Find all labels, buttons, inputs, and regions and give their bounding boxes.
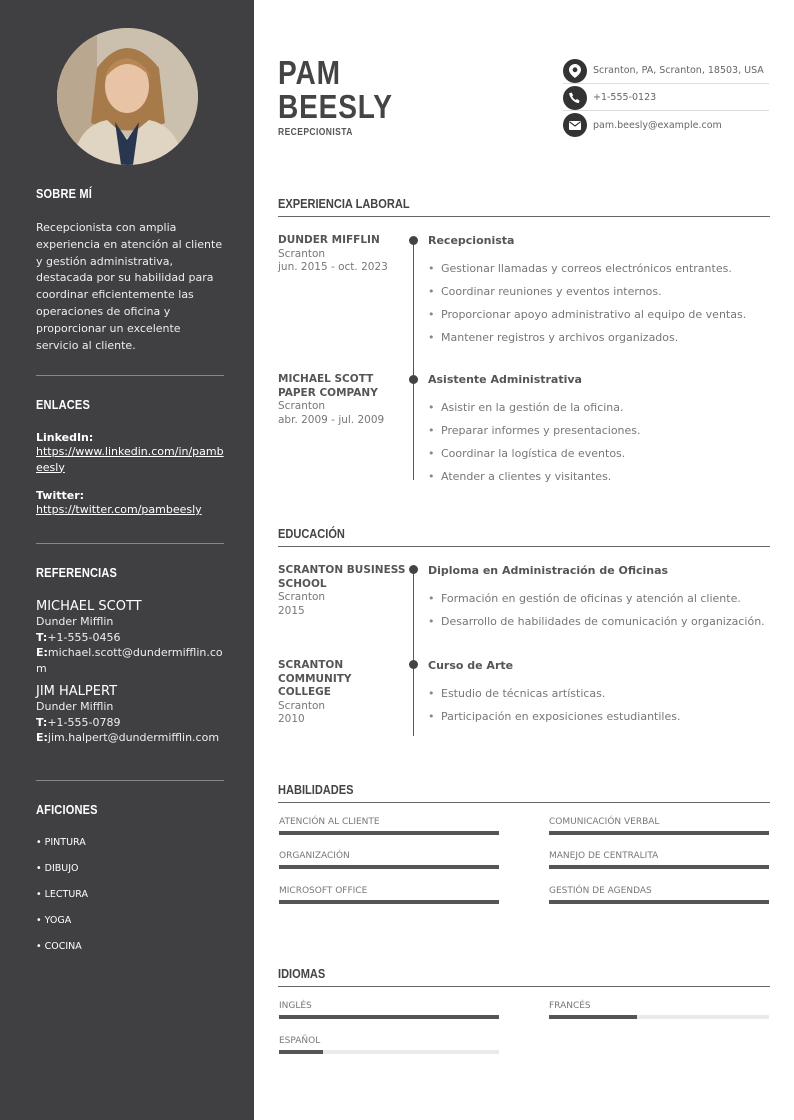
section-rule xyxy=(278,216,770,217)
hobbies-title: AFICIONES xyxy=(36,802,98,817)
envelope-icon xyxy=(563,113,587,137)
education-detail: Diploma en Administración de Oficinas • Formación en gestión de oficinas y atención al cliente. • Desarrollo de habilidades de comunicación y organización. xyxy=(428,564,773,633)
list-item: • Atender a clientes y visitantes. xyxy=(428,465,773,488)
reference-name: MICHAEL SCOTT xyxy=(36,599,142,614)
skill-level-bar xyxy=(549,831,769,835)
language-level-bar xyxy=(279,1050,323,1054)
skill-level-bar xyxy=(279,900,499,904)
references-title: REFERENCIAS xyxy=(36,565,118,580)
hobby-item: • YOGA xyxy=(36,915,72,926)
location-pin-icon xyxy=(563,59,587,83)
skill-level-bar xyxy=(279,865,499,869)
experience-detail: Asistente Administrativa • Asistir en la gestión de la oficina. • Preparar informes y presentaciones. • Coordinar la logística de eventos. • Atender a clientes y visitantes. xyxy=(428,373,773,488)
list-item: • Participación en exposiciones estudiantiles. xyxy=(428,705,773,728)
list-item: • Estudio de técnicas artísticas. xyxy=(428,682,773,705)
reference-phone: T:+1-555-0456 xyxy=(36,630,121,644)
list-item: • Desarrollo de habilidades de comunicación y organización. xyxy=(428,610,773,633)
reference-name: JIM HALPERT xyxy=(36,684,118,699)
list-item: • Asistir en la gestión de la oficina. xyxy=(428,396,773,419)
timeline-dot xyxy=(409,236,418,245)
timeline-dot xyxy=(409,375,418,384)
language-level-bar xyxy=(279,1015,499,1019)
experience-meta: MICHAEL SCOTT PAPER COMPANY Scranton abr. 2009 - jul. 2009 xyxy=(278,373,385,426)
divider xyxy=(36,375,224,376)
timeline-line xyxy=(413,240,414,480)
experience-meta: DUNDER MIFFLIN Scranton jun. 2015 - oct. 2023 xyxy=(278,234,388,273)
list-item: • Coordinar reuniones y eventos internos. xyxy=(428,280,773,303)
language-item: FRANCÉS xyxy=(549,1001,769,1019)
timeline-line xyxy=(413,568,414,736)
language-item: INGLÉS xyxy=(279,1001,499,1019)
linkedin-label: LinkedIn: xyxy=(36,431,94,444)
timeline-dot xyxy=(409,660,418,669)
education-detail: Curso de Arte • Estudio de técnicas artísticas. • Participación en exposiciones estudiantiles. xyxy=(428,659,773,728)
reference-email: E:jim.halpert@dundermifflin.com xyxy=(36,731,220,744)
divider xyxy=(36,780,224,781)
timeline-dot xyxy=(409,565,418,574)
list-item: • Gestionar llamadas y correos electrónicos entrantes. xyxy=(428,257,773,280)
languages-title: IDIOMAS xyxy=(278,966,326,981)
hobby-item: • PINTURA xyxy=(36,837,86,848)
education-meta: SCRANTON BUSINESS SCHOOL Scranton 2015 xyxy=(278,564,406,617)
language-level-bar xyxy=(549,1015,637,1019)
contact-address: Scranton, PA, Scranton, 18503, USA xyxy=(563,58,769,84)
twitter-label: Twitter: xyxy=(36,489,85,502)
links-title: ENLACES xyxy=(36,397,91,412)
list-item: • Proporcionar apoyo administrativo al equipo de ventas. xyxy=(428,303,773,326)
divider xyxy=(36,543,224,544)
language-item: ESPAÑOL xyxy=(279,1036,499,1054)
section-rule xyxy=(278,546,770,547)
skill-item: COMUNICACIÓN VERBAL xyxy=(549,817,769,835)
list-item: • Preparar informes y presentaciones. xyxy=(428,419,773,442)
about-text: Recepcionista con amplia experiencia en atención al cliente y gestión administrativa, destacada por su habilidad para coordinar eficientemente las operaciones de oficina y proporcionar un excelente servicio al cliente. xyxy=(36,221,223,352)
sidebar xyxy=(0,0,254,1120)
skill-item: MANEJO DE CENTRALITA xyxy=(549,851,769,869)
job-role: RECEPCIONISTA xyxy=(278,127,353,138)
education-title: EDUCACIÓN xyxy=(278,526,345,541)
hobby-item: • LECTURA xyxy=(36,889,89,900)
skill-level-bar xyxy=(549,900,769,904)
twitter-link[interactable]: https://twitter.com/pambeesly xyxy=(36,503,202,516)
contact-email: pam.beesly@example.com xyxy=(563,112,769,138)
skill-level-bar xyxy=(279,831,499,835)
list-item: • Formación en gestión de oficinas y atención al cliente. xyxy=(428,587,773,610)
skill-item: ATENCIÓN AL CLIENTE xyxy=(279,817,499,835)
skill-item: GESTIÓN DE AGENDAS xyxy=(549,886,769,904)
education-meta: SCRANTON COMMUNITY COLLEGE Scranton 2010 xyxy=(278,659,352,725)
section-rule xyxy=(278,802,770,803)
experience-title: EXPERIENCIA LABORAL xyxy=(278,196,410,211)
full-name: PAM BEESLY xyxy=(278,54,393,125)
list-item: • Coordinar la logística de eventos. xyxy=(428,442,773,465)
linkedin-link[interactable]: https://www.linkedin.com/in/pambeesly xyxy=(36,445,224,474)
section-rule xyxy=(278,986,770,987)
skill-item: ORGANIZACIÓN xyxy=(279,851,499,869)
about-title: SOBRE MÍ xyxy=(36,186,93,201)
phone-icon xyxy=(563,86,587,110)
skill-level-bar xyxy=(549,865,769,869)
experience-detail: Recepcionista • Gestionar llamadas y correos electrónicos entrantes. • Coordinar reuniones y eventos internos. • Proporcionar apoyo administrativo al equipo de ventas. • Mantener registros y archivos organizados. xyxy=(428,234,773,349)
reference-phone: T:+1-555-0789 xyxy=(36,715,121,729)
skills-title: HABILIDADES xyxy=(278,782,354,797)
list-item: • Mantener registros y archivos organizados. xyxy=(428,326,773,349)
reference-email: E:michael.scott@dundermifflin.com xyxy=(36,646,223,675)
contact-phone: +1-555-0123 xyxy=(563,85,769,111)
reference-company: Dunder Mifflin xyxy=(36,615,114,628)
profile-photo xyxy=(57,28,198,165)
hobby-item: • COCINA xyxy=(36,941,82,952)
reference-company: Dunder Mifflin xyxy=(36,700,114,713)
hobby-item: • DIBUJO xyxy=(36,863,79,874)
skill-item: MICROSOFT OFFICE xyxy=(279,886,499,904)
